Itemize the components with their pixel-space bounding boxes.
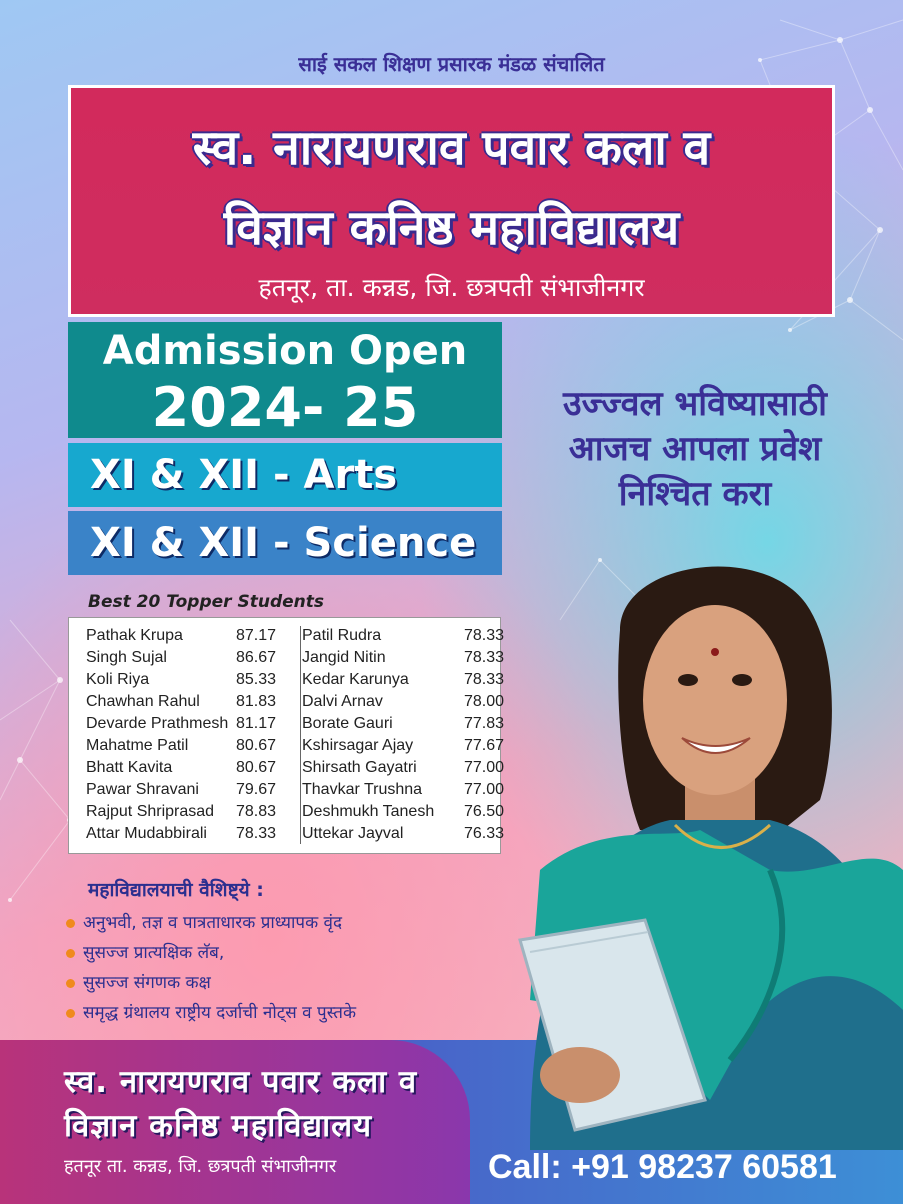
topper-row (86, 825, 286, 847)
topper-name: Bhatt Kavita (86, 759, 173, 776)
topper-name: Dalvi Arnav (302, 693, 383, 710)
science-stream-banner: XI & XII - Science (68, 511, 502, 575)
topper-score: 77.00 (464, 781, 505, 798)
topper-score: 78.33 (464, 671, 505, 688)
topper-row (86, 649, 286, 671)
topper-name: Pathak Krupa (86, 627, 183, 644)
topper-name: Uttekar Jayval (302, 825, 404, 842)
topper-score: 80.67 (236, 737, 277, 754)
feature-text: सुसज्ज प्रात्यक्षिक लॅब, (83, 943, 225, 963)
features-heading: महाविद्यालयाची वैशिष्ट्ये : (88, 879, 264, 901)
tagline-line1: उज्ज्वल भविष्यासाठी (563, 384, 827, 424)
topper-score: 81.17 (236, 715, 277, 732)
topper-score: 77.83 (464, 715, 505, 732)
topper-row (86, 627, 286, 649)
topper-row (86, 781, 286, 803)
topper-name: Devarde Prathmesh (86, 715, 229, 732)
academic-year: 2024- 25 (151, 376, 419, 439)
topper-score: 79.67 (236, 781, 277, 798)
college-name-line1: स्व. नारायणराव पवार कला व (192, 120, 711, 176)
college-name-line2: विज्ञान कनिष्ठ महाविद्यालय (223, 200, 680, 256)
footer-college-name-line2: विज्ञान कनिष्ठ महाविद्यालय (64, 1108, 373, 1144)
college-title-box (68, 85, 835, 317)
topper-score: 86.67 (236, 649, 277, 666)
footer-address: हतनूर ता. कन्नड, जि. छत्रपती संभाजीनगर (64, 1156, 337, 1177)
topper-score: 80.67 (236, 759, 277, 776)
topper-name: Koli Riya (86, 671, 150, 688)
feature-item (66, 970, 211, 993)
feature-text: समृद्ध ग्रंथालय राष्ट्रीय दर्जाची नोट्स व पुस्तके (83, 1003, 357, 1023)
tagline-line3: निश्चित करा (618, 474, 772, 514)
topper-name: Shirsath Gayatri (302, 759, 417, 776)
tagline-line2: आजच आपला प्रवेश (568, 429, 822, 469)
topper-name: Chawhan Rahul (86, 693, 200, 710)
topper-name: Kedar Karunya (302, 671, 409, 688)
arts-stream-banner: XI & XII - Arts (68, 443, 502, 507)
topper-name: Mahatme Patil (86, 737, 189, 754)
topper-name: Kshirsagar Ajay (302, 737, 414, 754)
toppers-title: Best 20 Topper Students (88, 592, 324, 612)
topper-name: Borate Gauri (302, 715, 393, 732)
bullet-icon (66, 949, 75, 958)
topper-name: Jangid Nitin (302, 649, 386, 666)
topper-score: 78.33 (236, 825, 277, 842)
topper-score: 76.50 (464, 803, 505, 820)
topper-name: Thavkar Trushna (302, 781, 423, 798)
tagline (520, 382, 870, 517)
topper-row (86, 671, 286, 693)
feature-text: सुसज्ज संगणक कक्ष (83, 973, 211, 993)
admission-open-box (68, 322, 502, 438)
column-divider (300, 626, 301, 844)
feature-text: अनुभवी, तज्ञ व पात्रताधारक प्राध्यापक वृंद (83, 913, 343, 933)
topper-score: 81.83 (236, 693, 277, 710)
feature-item (66, 940, 224, 963)
bullet-icon (66, 1009, 75, 1018)
topper-score: 77.00 (464, 759, 505, 776)
feature-item (66, 910, 342, 933)
topper-name: Attar Mudabbirali (86, 825, 207, 842)
topper-score: 76.33 (464, 825, 505, 842)
topper-score: 78.33 (464, 649, 505, 666)
topper-row (86, 803, 286, 825)
topper-score: 78.00 (464, 693, 505, 710)
call-phone-number[interactable]: Call: +91 98237 60581 (488, 1148, 837, 1186)
feature-item (66, 1000, 356, 1023)
topper-name: Rajput Shriprasad (86, 803, 215, 820)
topper-name: Singh Sujal (86, 649, 167, 666)
student-photo (470, 540, 903, 1150)
topper-score: 77.67 (464, 737, 505, 754)
topper-score: 87.17 (236, 627, 277, 644)
college-address: हतनूर, ता. कन्नड, जि. छत्रपती संभाजीनगर (258, 273, 645, 302)
topper-row (86, 737, 286, 759)
topper-name: Patil Rudra (302, 627, 382, 644)
topper-name: Pawar Shravani (86, 781, 199, 798)
toppers-table (68, 617, 505, 854)
footer-college-name-line1: स्व. नारायणराव पवार कला व (64, 1064, 418, 1100)
topper-score: 85.33 (236, 671, 277, 688)
managing-organization: साई सकल शिक्षण प्रसारक मंडळ संचालित (298, 52, 605, 76)
topper-row (86, 715, 286, 737)
topper-row (86, 693, 286, 715)
topper-row (86, 759, 286, 781)
topper-score: 78.83 (236, 803, 277, 820)
bullet-icon (66, 919, 75, 928)
bullet-icon (66, 979, 75, 988)
topper-name: Deshmukh Tanesh (302, 803, 435, 820)
admission-open-label: Admission Open (102, 328, 468, 374)
topper-score: 78.33 (464, 627, 505, 644)
